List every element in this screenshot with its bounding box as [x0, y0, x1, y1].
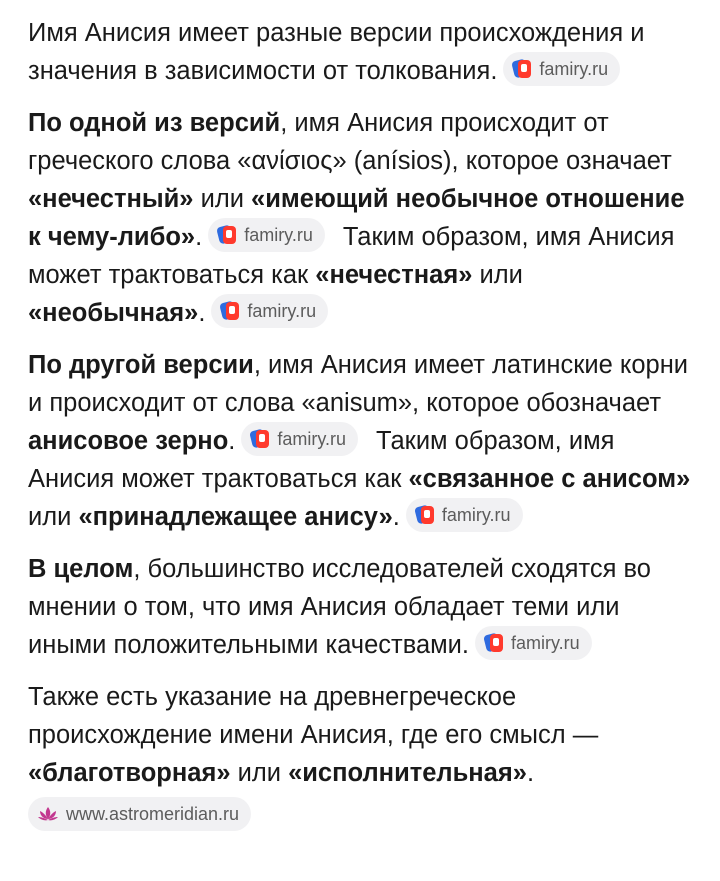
source-badge-label: famiry.ru [441, 505, 511, 526]
bold-phrase: «благотворная» [28, 759, 231, 787]
bold-phrase: «необычная» [28, 299, 199, 327]
paragraph-text: . [526, 759, 535, 787]
paragraph-text: Имя Анисия имеет разные версии происхождения и значения в зависимости от толкования. [28, 19, 645, 85]
source-badge-label: famiry.ru [277, 429, 347, 450]
paragraph-text: , имя Анисия происходит от греческого слова «ανίσιος» (anísios), которое означает [28, 109, 672, 175]
source-badge-label: www.astromeridian.ru [66, 804, 240, 825]
paragraph-2 [28, 104, 692, 332]
bold-phrase: По другой версии [28, 351, 254, 379]
bold-phrase: анисовое зерно [28, 427, 229, 455]
source-badge-astromeridian[interactable] [28, 797, 251, 831]
paragraph-5 [28, 678, 692, 792]
source-badge-famiry[interactable] [475, 626, 592, 660]
source-badge-label: famiry.ru [511, 633, 580, 654]
bold-phrase: «исполнительная» [288, 759, 527, 787]
bold-phrase: «связанное с анисом» [408, 465, 691, 493]
famiry-favicon-icon [512, 59, 532, 79]
paragraph-text: или [28, 503, 79, 531]
paragraph-text: . [392, 503, 400, 531]
source-badge-famiry[interactable] [241, 422, 358, 456]
bold-phrase: «нечестная» [315, 261, 473, 289]
source-badge-famiry[interactable] [208, 218, 325, 252]
paragraph-1 [28, 14, 692, 90]
paragraph-3 [28, 346, 692, 536]
paragraph-text: , имя Анисия имеет латинские корни и происходит от слова «anisum», которое обозначает [28, 351, 689, 417]
paragraph-text: . [228, 427, 236, 455]
source-badge-famiry[interactable] [406, 498, 523, 532]
famiry-favicon-icon [250, 429, 270, 449]
bold-phrase: По одной из версий [28, 109, 281, 137]
paragraph-text: Таким образом, имя Анисия может трактоваться как [28, 223, 675, 289]
paragraph-text: Таким образом, имя Анисия может трактоваться как [28, 427, 615, 493]
paragraph-text: или [193, 185, 252, 213]
bold-phrase: «принадлежащее анису» [78, 503, 393, 531]
famiry-favicon-icon [217, 225, 237, 245]
source-badge-label: famiry.ru [244, 225, 313, 246]
source-badge-famiry[interactable] [211, 294, 328, 328]
lotus-favicon-icon [37, 806, 59, 822]
source-badge-famiry[interactable] [503, 52, 620, 86]
paragraph-text: или [230, 759, 289, 787]
bold-phrase: «имеющий необычное отношение к чему-либо» [28, 185, 685, 251]
paragraph-4 [28, 550, 692, 664]
source-line [28, 794, 692, 832]
famiry-favicon-icon [484, 633, 504, 653]
source-badge-label: famiry.ru [247, 301, 317, 322]
paragraph-text: , большинство исследователей сходятся во мнении о том, что имя Анисия обладает теми или иными положительными качествами. [28, 555, 651, 659]
paragraph-text: . [198, 299, 206, 327]
famiry-favicon-icon [220, 301, 240, 321]
paragraph-text: . [195, 223, 203, 251]
bold-phrase: «нечестный» [28, 185, 194, 213]
source-badge-label: famiry.ru [539, 59, 609, 80]
famiry-favicon-icon [415, 505, 435, 525]
bold-phrase: В целом [28, 555, 134, 583]
paragraph-text: или [472, 261, 523, 289]
paragraph-text: Также есть указание на древнегреческое происхождение имени Анисия, где его смысл — [28, 683, 599, 749]
